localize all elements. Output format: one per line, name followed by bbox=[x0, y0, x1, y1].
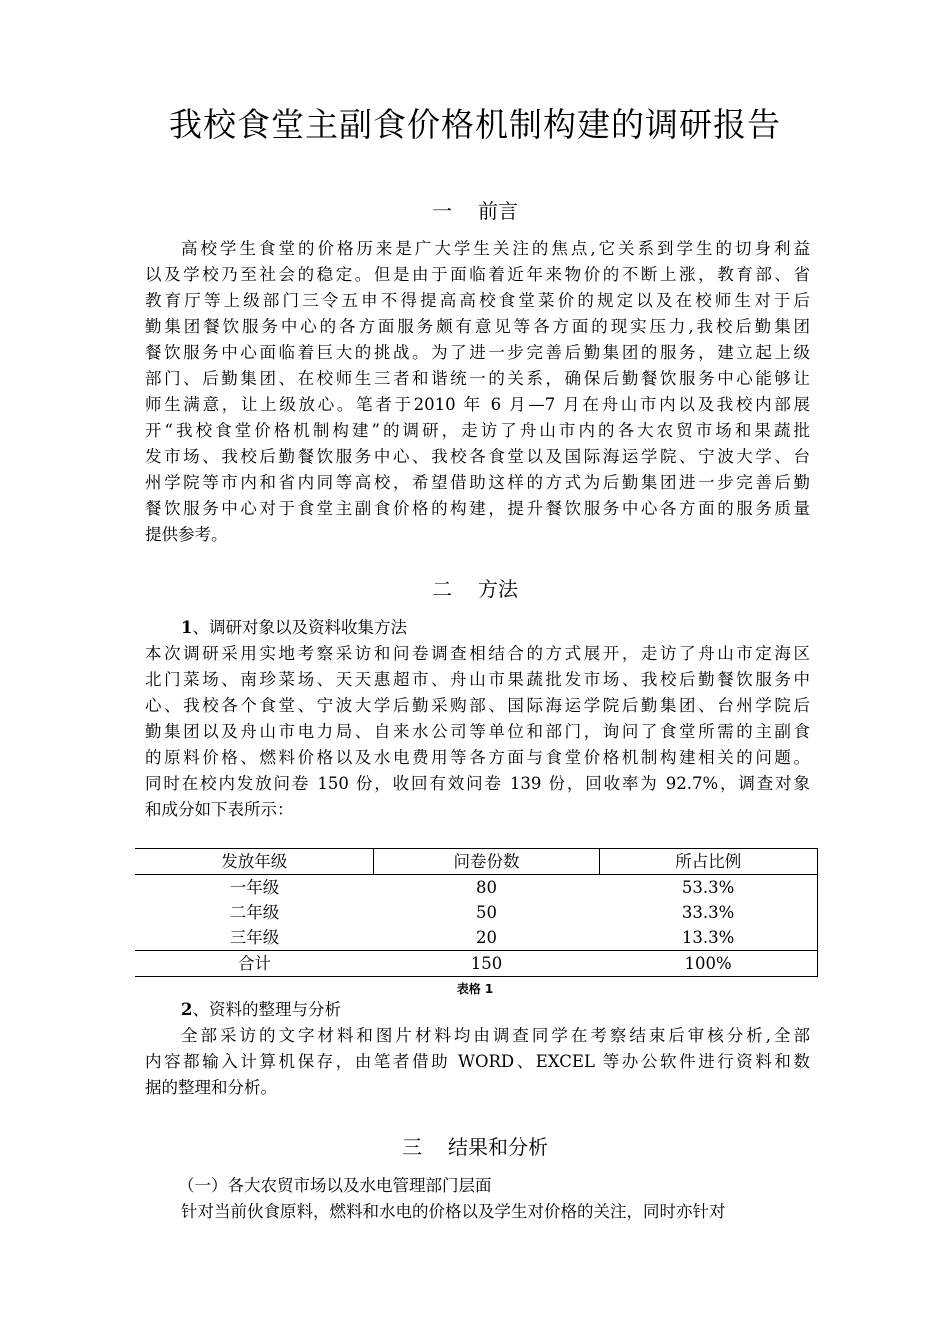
table-row bbox=[135, 900, 818, 925]
section-number: 一 bbox=[432, 199, 452, 223]
table-cell: 三年级 bbox=[229, 928, 280, 947]
paragraph-line: 部门、后勤集团、在校师生三者和谐统一的关系，确保后勤餐饮服务中心能够让 bbox=[145, 369, 810, 388]
paragraph-line: 开“我校食堂价格机制构建”的调研，走访了舟山市内的各大农贸市场和果蔬批 bbox=[145, 421, 810, 440]
section-title: 前言 bbox=[478, 199, 518, 223]
paragraph-line: 餐饮服务中心对于食堂主副食价格的构建，提升餐饮服务中心各方面的服务质量 bbox=[145, 499, 810, 518]
table-row bbox=[135, 925, 818, 951]
subsection-label: 、资料的整理与分析 bbox=[192, 1000, 341, 1019]
paragraph-line: 本次调研采用实地考察采访和问卷调查相结合的方式展开，走访了舟山市定海区 bbox=[145, 644, 810, 663]
section-number: 三 bbox=[402, 1135, 422, 1159]
table-header-cell: 问卷份数 bbox=[374, 849, 599, 875]
section-heading-methods bbox=[0, 576, 950, 602]
subsection-number: 2 bbox=[181, 1000, 193, 1019]
table-row bbox=[135, 875, 818, 901]
table-cell: 20 bbox=[475, 928, 497, 947]
paragraph-line: 全部采访的文字材料和图片材料均由调查同学在考察结束后审核分析,全部 bbox=[181, 1026, 810, 1045]
paragraph-line: 提供参考。 bbox=[145, 525, 228, 544]
paragraph-line: 的原料价格、燃料价格以及水电费用等各方面与食堂价格机制构建相关的问题。 bbox=[145, 748, 810, 767]
table-cell: 150 bbox=[374, 951, 599, 977]
section-heading-results bbox=[0, 1134, 950, 1160]
table-cell: 100% bbox=[599, 951, 817, 977]
paragraph-line: 针对当前伙食原料，燃料和水电的价格以及学生对价格的关注，同时亦针对 bbox=[181, 1202, 726, 1221]
table-cell: 一年级 bbox=[229, 878, 280, 897]
paragraph-line: 教育厅等上级部门三令五申不得提高高校食堂菜价的规定以及在校师生对于后 bbox=[145, 291, 810, 310]
paragraph-line: 以及学校乃至社会的稳定。但是由于面临着近年来物价的不断上涨，教育部、省 bbox=[145, 265, 810, 284]
table-cell: 50 bbox=[475, 903, 497, 922]
subsection-heading: （一）各大农贸市场以及水电管理部门层面 bbox=[178, 1176, 492, 1195]
survey-table bbox=[135, 848, 818, 977]
table-cell: 80 bbox=[475, 878, 497, 897]
section-number: 二 bbox=[432, 577, 452, 601]
table-cell: 二年级 bbox=[229, 903, 280, 922]
subsection-number: 1 bbox=[181, 618, 193, 637]
paragraph-line: 勤集团餐饮服务中心的各方面服务颇有意见等各方面的现实压力,我校后勤集团 bbox=[145, 317, 810, 336]
section-title: 方法 bbox=[478, 577, 518, 601]
paragraph-line: 心、我校各个食堂、宁波大学后勤采购部、国际海运学院后勤集团、台州学院后 bbox=[145, 696, 810, 715]
section-heading-preface bbox=[0, 198, 950, 224]
table-cell: 13.3% bbox=[599, 925, 817, 951]
paragraph-line: 同时在校内发放问卷 150 份，收回有效问卷 139 份，回收率为 92.7%，调查对象 bbox=[145, 774, 810, 793]
paragraph-line: 师生满意，让上级放心。笔者于2010 年 6 月—7 月在舟山市内以及我校内部展 bbox=[145, 395, 810, 414]
paragraph-line: 餐饮服务中心面临着巨大的挑战。为了进一步完善后勤集团的服务，建立起上级 bbox=[145, 343, 810, 362]
subsection-heading bbox=[181, 998, 341, 1022]
table-cell: 53.3% bbox=[599, 875, 817, 901]
table-cell: 33.3% bbox=[599, 900, 817, 925]
table-caption: 表格 1 bbox=[456, 982, 494, 996]
table-header-cell: 所占比例 bbox=[599, 849, 817, 875]
subsection-heading bbox=[181, 616, 407, 640]
document-title: 我校食堂主副食价格机制构建的调研报告 bbox=[169, 105, 781, 144]
subsection-label: 、调研对象以及资料收集方法 bbox=[192, 618, 407, 637]
table-total-row bbox=[135, 951, 818, 977]
paragraph-line: 和成分如下表所示： bbox=[145, 800, 294, 819]
paragraph-line: 内容都输入计算机保存，由笔者借助 WORD、EXCEL 等办公软件进行资料和数 bbox=[145, 1052, 810, 1071]
paragraph-line: 据的整理和分析。 bbox=[145, 1078, 277, 1097]
table-header-row bbox=[135, 849, 818, 875]
paragraph-line: 北门菜场、南珍菜场、天天惠超市、舟山市果蔬批发市场、我校后勤餐饮服务中 bbox=[145, 670, 810, 689]
paragraph-line: 发市场、我校后勤餐饮服务中心、我校各食堂以及国际海运学院、宁波大学、台 bbox=[145, 447, 810, 466]
paragraph-line: 高校学生食堂的价格历来是广大学生关注的焦点,它关系到学生的切身利益 bbox=[181, 239, 810, 258]
paragraph-line: 州学院等市内和省内同等高校，希望借助这样的方式为后勤集团进一步完善后勤 bbox=[145, 473, 810, 492]
paragraph-line: 勤集团以及舟山市电力局、自来水公司等单位和部门，询问了食堂所需的主副食 bbox=[145, 722, 810, 741]
section-title: 结果和分析 bbox=[448, 1135, 548, 1159]
table-header-cell: 发放年级 bbox=[135, 849, 374, 875]
table-cell: 合计 bbox=[135, 951, 374, 977]
